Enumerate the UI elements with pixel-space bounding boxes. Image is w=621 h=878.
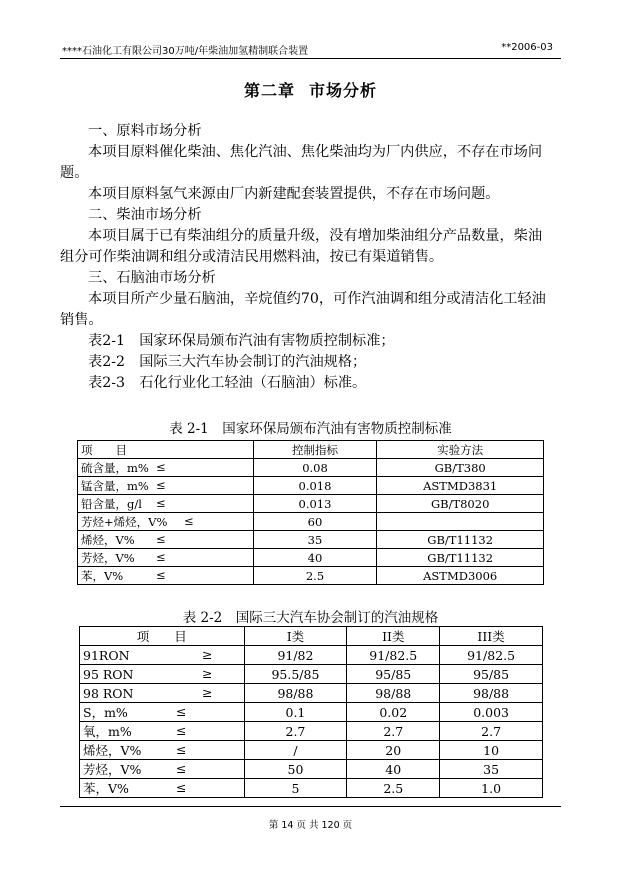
table1-item-cell xyxy=(78,459,254,477)
table2-operator: ≥ xyxy=(202,666,213,681)
table2-caption: 表 2-2 国际三大汽车协会制订的汽油规格 xyxy=(182,610,439,626)
paragraph-diesel: 本项目属于已有柴油组分的质量升级，没有增加柴油组分产品数量，柴油组分可作柴油调和组分或清洁民用燃料油，按已有渠道销售。 xyxy=(60,228,543,265)
table2-item-cell xyxy=(80,741,245,760)
table1-operator: ≤ xyxy=(156,478,166,492)
table2-operator: ≤ xyxy=(176,723,187,738)
table2-item: 苯，V% xyxy=(83,781,129,796)
table1-item: 硫含量，m% xyxy=(81,460,149,475)
table2-value-c1: / xyxy=(244,741,347,760)
table1-value: 60 xyxy=(253,513,377,531)
table2-header-row xyxy=(80,627,543,646)
table1-header-method: 实验方法 xyxy=(377,441,544,459)
table2-operator: ≥ xyxy=(202,647,213,662)
table1-item: 苯，V% xyxy=(81,568,124,583)
table1-value: 2.5 xyxy=(253,567,377,585)
table2-value-c3: 98/88 xyxy=(440,684,543,703)
page-number: 第 14 页 共 120 页 xyxy=(268,820,353,831)
table2-row xyxy=(80,779,543,798)
table2-item: 烯烃，V% xyxy=(83,743,142,758)
table1-method xyxy=(377,513,544,531)
table1-item: 锰含量，m% xyxy=(81,478,149,493)
table1-row xyxy=(78,495,544,513)
table1-item: 烯烃，V% xyxy=(81,532,135,547)
table2-row xyxy=(80,646,543,665)
table1-operator: ≤ xyxy=(156,496,166,510)
table2-item: 91RON xyxy=(83,647,130,663)
table1-item-cell xyxy=(78,477,254,495)
table-ref-2-1: 表2-1 国家环保局颁布汽油有害物质控制标准； xyxy=(88,333,395,349)
page-header xyxy=(60,42,561,56)
table2-value-c1: 5 xyxy=(244,779,347,798)
table2-operator: ≤ xyxy=(176,761,187,776)
paragraph-naphtha: 本项目所产少量石脑油，辛烷值约70，可作汽油调和组分或清洁化工轻油销售。 xyxy=(60,291,546,328)
table1-method: GB/T11132 xyxy=(377,531,544,549)
table1-operator: ≤ xyxy=(184,514,194,528)
table-ref-2-2: 表2-2 国际三大汽车协会制订的汽油规格； xyxy=(88,354,367,370)
table1-method: ASTMD3831 xyxy=(377,477,544,495)
table2-value-c2: 40 xyxy=(347,760,440,779)
table2-header-class3: III类 xyxy=(440,627,543,646)
table2-operator: ≥ xyxy=(202,685,213,700)
table2-value-c3: 95/85 xyxy=(440,665,543,684)
table1-method: GB/T8020 xyxy=(377,495,544,513)
table1-operator: ≤ xyxy=(156,532,166,546)
header-company: ****石油化工有限公司30万吨/年柴油加氢精制联合装置 xyxy=(62,46,309,57)
table1-header-limit: 控制指标 xyxy=(253,441,377,459)
section-heading-raw-material: 一、原料市场分析 xyxy=(88,123,202,139)
header-date: **2006-03 xyxy=(501,42,553,53)
table1-value: 40 xyxy=(253,549,377,567)
table2-item-cell xyxy=(80,722,245,741)
table2-item-cell xyxy=(80,646,245,665)
table1-method: GB/T380 xyxy=(377,459,544,477)
table2-value-c2: 95/85 xyxy=(347,665,440,684)
table1-operator: ≤ xyxy=(156,460,166,474)
table2-header-item: 项 目 xyxy=(80,627,245,646)
table2-value-c2: 0.02 xyxy=(347,703,440,722)
paragraph-raw-material: 本项目原料催化柴油、焦化汽油、焦化柴油均为厂内供应，不存在市场问题。 xyxy=(60,144,543,181)
table2-header-class1: I类 xyxy=(244,627,347,646)
table2-value-c1: 98/88 xyxy=(244,684,347,703)
table-ref-2-3: 表2-3 石化行业化工轻油（石脑油）标准。 xyxy=(88,375,367,391)
table1-value: 0.013 xyxy=(253,495,377,513)
table2-item-cell xyxy=(80,684,245,703)
paragraph-hydrogen: 本项目原料氢气来源由厂内新建配套装置提供，不存在市场问题。 xyxy=(88,186,500,202)
table2-value-c2: 2.7 xyxy=(347,722,440,741)
table2-operator: ≤ xyxy=(176,780,187,795)
footer-rule xyxy=(60,806,561,807)
table1-method: GB/T11132 xyxy=(377,549,544,567)
table2-value-c2: 98/88 xyxy=(347,684,440,703)
table1-item: 铅含量，g/l xyxy=(81,496,142,511)
table2-row xyxy=(80,665,543,684)
section-heading-diesel: 二、柴油市场分析 xyxy=(88,207,202,223)
table1-item-cell xyxy=(78,531,254,549)
table2-row xyxy=(80,684,543,703)
table1-value: 0.08 xyxy=(253,459,377,477)
table2-value-c3: 2.7 xyxy=(440,722,543,741)
table1-operator: ≤ xyxy=(156,550,166,564)
table2-value-c1: 95.5/85 xyxy=(244,665,347,684)
table2-item: 氧，m% xyxy=(83,724,132,739)
table2-value-c3: 1.0 xyxy=(440,779,543,798)
table1-item-cell xyxy=(78,495,254,513)
table2-row xyxy=(80,703,543,722)
table1-row xyxy=(78,513,544,531)
table2-header-class2: II类 xyxy=(347,627,440,646)
table1-caption: 表 2-1 国家环保局颁布汽油有害物质控制标准 xyxy=(169,421,452,437)
table2-row xyxy=(80,760,543,779)
table1-row xyxy=(78,549,544,567)
table1-header-row xyxy=(78,441,544,459)
table1-method: ASTMD3006 xyxy=(377,567,544,585)
table1-value: 0.018 xyxy=(253,477,377,495)
table2 xyxy=(79,626,543,798)
table2-value-c2: 20 xyxy=(347,741,440,760)
table2-value-c1: 0.1 xyxy=(244,703,347,722)
chapter-title xyxy=(0,78,621,101)
table2-item-cell xyxy=(80,665,245,684)
table1-item: 芳烃，V% xyxy=(81,550,135,565)
table2-item-cell xyxy=(80,760,245,779)
table1-row xyxy=(78,531,544,549)
table2-value-c3: 10 xyxy=(440,741,543,760)
chapter-number: 第二章 xyxy=(243,81,295,100)
table2-value-c3: 91/82.5 xyxy=(440,646,543,665)
table2-item: 95 RON xyxy=(83,666,134,682)
table2-value-c1: 50 xyxy=(244,760,347,779)
table2-item: S，m% xyxy=(83,705,128,720)
table1-row xyxy=(78,567,544,585)
table2-value-c3: 35 xyxy=(440,760,543,779)
table2-value-c2: 2.5 xyxy=(347,779,440,798)
table1-header-item: 项 目 xyxy=(78,441,254,459)
table2-item: 芳烃，V% xyxy=(83,762,142,777)
table2-item-cell xyxy=(80,779,245,798)
table2-row xyxy=(80,741,543,760)
table2-operator: ≤ xyxy=(176,704,187,719)
table1 xyxy=(77,440,544,585)
table2-item: 98 RON xyxy=(83,685,134,701)
header-rule xyxy=(60,58,561,59)
table1-operator: ≤ xyxy=(156,568,166,582)
chapter-name: 市场分析 xyxy=(309,81,378,100)
table1-item-cell xyxy=(78,549,254,567)
section-heading-naphtha: 三、石脑油市场分析 xyxy=(88,270,216,286)
table1-item-cell xyxy=(78,567,254,585)
table1-value: 35 xyxy=(253,531,377,549)
table1-item: 芳烃+烯烃，V% xyxy=(81,514,168,529)
table2-value-c1: 2.7 xyxy=(244,722,347,741)
table2-item-cell xyxy=(80,703,245,722)
table2-operator: ≤ xyxy=(176,742,187,757)
table1-row xyxy=(78,477,544,495)
table2-value-c3: 0.003 xyxy=(440,703,543,722)
table2-row xyxy=(80,722,543,741)
table2-value-c2: 91/82.5 xyxy=(347,646,440,665)
table1-row xyxy=(78,459,544,477)
table2-value-c1: 91/82 xyxy=(244,646,347,665)
table1-item-cell xyxy=(78,513,254,531)
